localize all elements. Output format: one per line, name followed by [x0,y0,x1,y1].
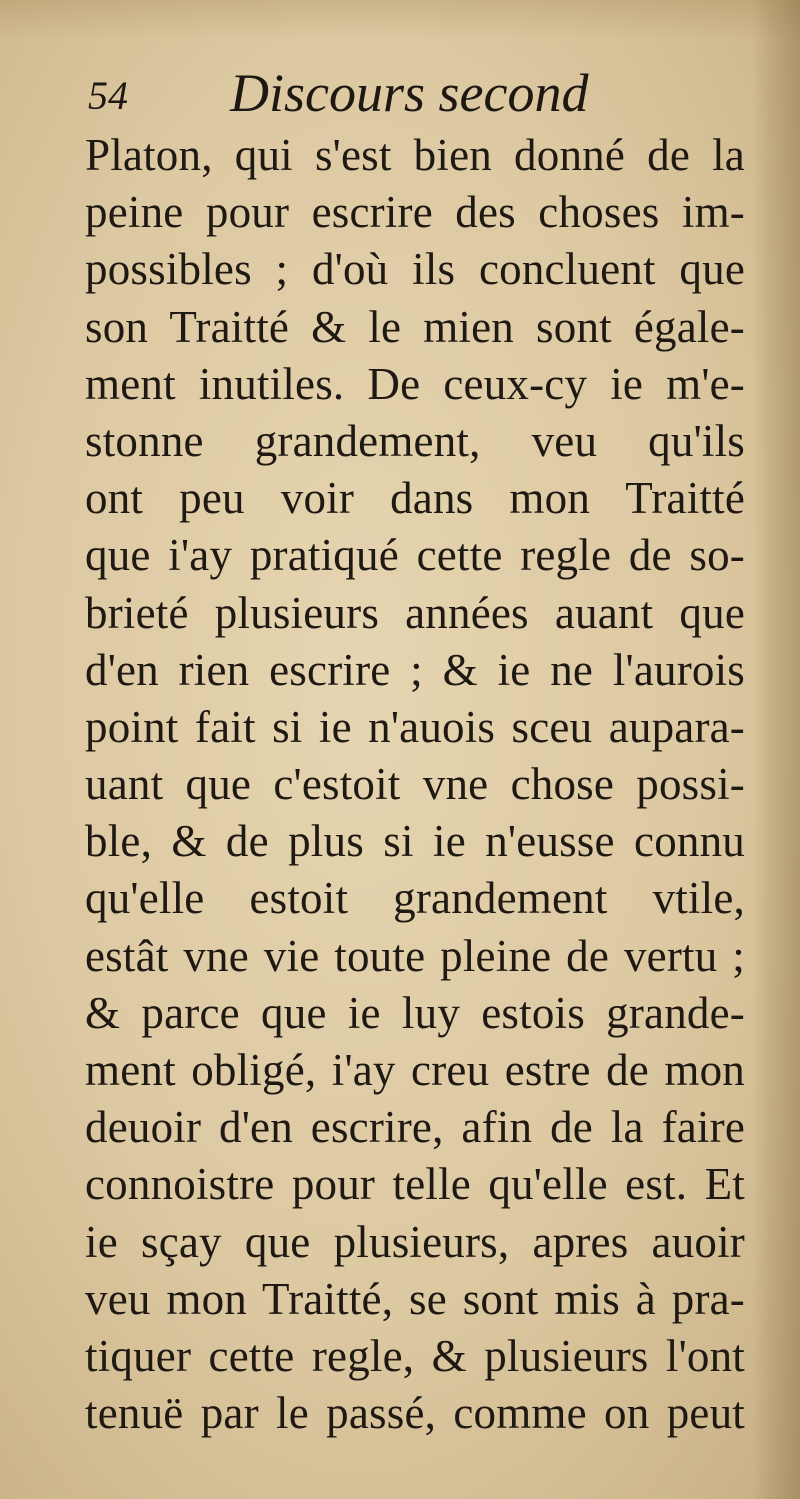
text-line: ie sçay que plusieurs, apres auoir [85,1216,745,1267]
running-title: Discours second [230,63,589,123]
text-line: veu mon Traitté, se sont mis à pra- [85,1273,745,1324]
text-line: ment obligé, i'ay creu estre de mon [85,1045,745,1095]
page-number: 54 [88,73,128,118]
page-body-text [85,127,745,1442]
text-line: tiquer cette regle, & plusieurs l'ont [85,1330,745,1381]
text-line: que i'ay pratiqué cette regle de so- [85,530,745,581]
text-line: stonne grandement, veu qu'ils [85,415,745,466]
text-line: d'en rien escrire ; & ie ne l'aurois [85,644,745,695]
page-edge-shadow [752,0,800,1499]
text-line: peine pour escrire des choses im- [85,187,745,238]
text-line: Platon, qui s'est bien donné de la [85,130,745,180]
text-line: connoistre pour telle qu'elle est. Et [85,1159,745,1210]
text-line: point fait si ie n'auois sceu aupara- [85,701,745,752]
text-line: ble, & de plus si ie n'eusse connu [85,816,745,867]
page-top-shade [0,0,800,40]
text-line: & parce que ie luy estois grande- [85,987,745,1038]
text-line: son Traitté & le mien sont égale- [85,301,745,352]
text-line: uant que c'estoit vne chose possi- [85,759,745,810]
text-line: ont peu voir dans mon Traitté [85,473,745,524]
text-line: estât vne vie toute pleine de vertu ; [85,930,745,981]
text-line: possibles ; d'où ils concluent que [85,244,745,295]
text-line: deuoir d'en escrire, afin de la faire [85,1102,745,1153]
text-line: tenuë par le passé, comme on peut [85,1388,745,1439]
text-line: ment inutiles. De ceux-cy ie m'e- [85,358,745,409]
text-line: brieté plusieurs années auant que [85,587,745,638]
text-line: qu'elle estoit grandement vtile, [85,873,745,924]
